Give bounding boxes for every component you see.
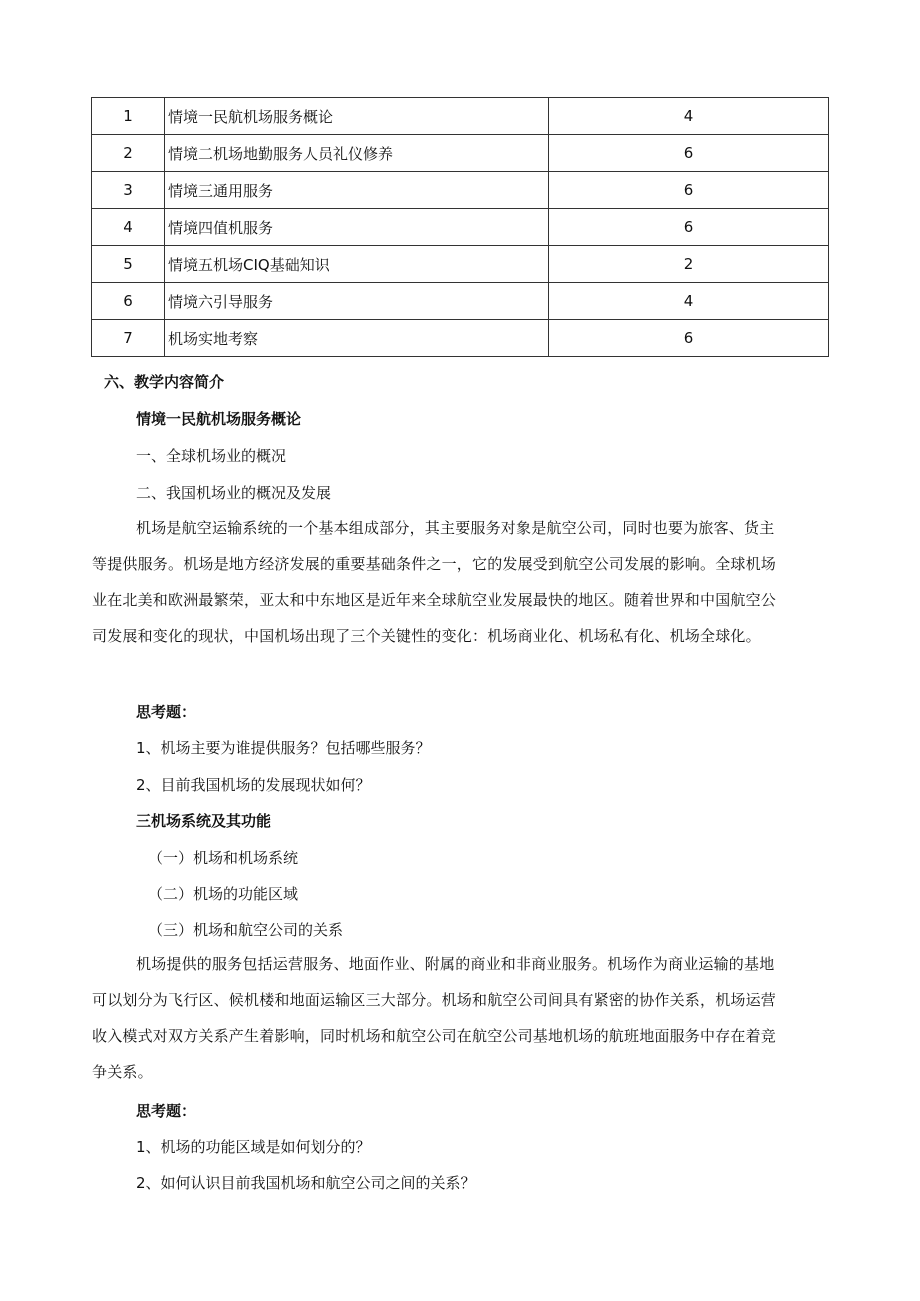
row-hours: 4 xyxy=(549,283,829,320)
subsection-2: （二）机场的功能区域 xyxy=(148,885,299,903)
row-title: 情境五机场CIQ基础知识 xyxy=(165,246,549,283)
row-hours: 2 xyxy=(549,246,829,283)
outline-item-3: 三机场系统及其功能 xyxy=(136,812,272,830)
think-question-1: 1、机场主要为谁提供服务？包括哪些服务？ xyxy=(136,739,431,757)
table-row xyxy=(92,172,829,209)
paragraph-airport-overview: 机场是航空运输系统的一个基本组成部分，其主要服务对象是航空公司，同时也要为旅客、货主等提供服务。机场是地方经济发展的重要基础条件之一，它的发展受到航空公司发展的影响。全球机场业在北美和欧洲最繁荣，亚太和中东地区是近年来全球航空业发展最快的地区。随着世界和中国航空公司发展和变化的现状，中国机场出现了三个关键性的变化：机场商业化、机场私有化、机场全球化。 xyxy=(92,519,777,645)
row-title: 情境三通用服务 xyxy=(165,172,549,209)
think-questions-label-2: 思考题： xyxy=(136,1102,197,1120)
course-schedule-table xyxy=(91,97,829,357)
subsection-1: （一）机场和机场系统 xyxy=(148,849,299,867)
row-title: 机场实地考察 xyxy=(165,320,549,357)
table-row xyxy=(92,320,829,357)
think-questions-label: 思考题： xyxy=(136,703,197,721)
schedule-table-body xyxy=(92,98,829,357)
table-row xyxy=(92,209,829,246)
situation-title: 情境一民航机场服务概论 xyxy=(136,410,302,428)
row-number: 3 xyxy=(92,172,165,209)
row-hours: 6 xyxy=(549,172,829,209)
row-number: 4 xyxy=(92,209,165,246)
row-hours: 6 xyxy=(549,135,829,172)
row-number: 1 xyxy=(92,98,165,135)
row-hours: 6 xyxy=(549,209,829,246)
outline-item-2: 二、我国机场业的概况及发展 xyxy=(136,484,332,502)
row-title: 情境六引导服务 xyxy=(165,283,549,320)
think-question-3: 1、机场的功能区域是如何划分的？ xyxy=(136,1138,371,1156)
subsection-3: （三）机场和航空公司的关系 xyxy=(148,921,344,939)
paragraph-airport-services: 机场提供的服务包括运营服务、地面作业、附属的商业和非商业服务。机场作为商业运输的基地可以划分为飞行区、候机楼和地面运输区三大部分。机场和航空公司间具有紧密的协作关系，机场运营收入模式对双方关系产生着影响，同时机场和航空公司在航空公司基地机场的航班地面服务中存在着竞争关系。 xyxy=(92,955,777,1081)
table-row xyxy=(92,246,829,283)
row-number: 5 xyxy=(92,246,165,283)
think-question-2: 2、目前我国机场的发展现状如何？ xyxy=(136,776,371,794)
table-row xyxy=(92,135,829,172)
row-hours: 6 xyxy=(549,320,829,357)
table-row xyxy=(92,98,829,135)
outline-item-1: 一、全球机场业的概况 xyxy=(136,447,287,465)
row-number: 7 xyxy=(92,320,165,357)
row-number: 2 xyxy=(92,135,165,172)
row-title: 情境二机场地勤服务人员礼仪修养 xyxy=(165,135,549,172)
row-hours: 4 xyxy=(549,98,829,135)
row-number: 6 xyxy=(92,283,165,320)
row-title: 情境四值机服务 xyxy=(165,209,549,246)
table-row xyxy=(92,283,829,320)
section-heading: 六、教学内容简介 xyxy=(104,373,225,391)
think-question-4: 2、如何认识目前我国机场和航空公司之间的关系？ xyxy=(136,1174,476,1192)
row-title: 情境一民航机场服务概论 xyxy=(165,98,549,135)
